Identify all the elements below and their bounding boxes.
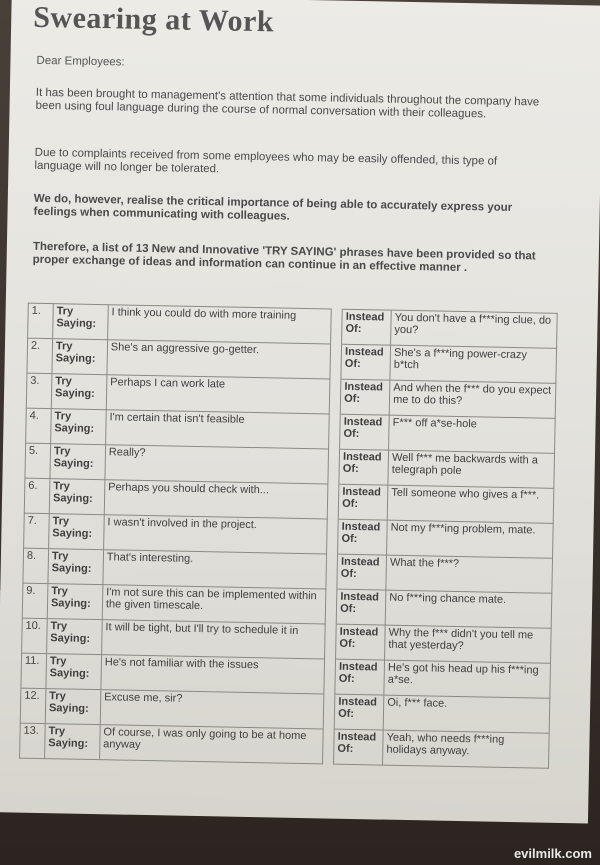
paragraph: It has been brought to management's attention that some individuals throughout the company have been using foul language during the course of normal conversation with their colleagues. xyxy=(35,86,540,121)
instead-of-label: Instead Of: xyxy=(336,624,386,660)
row-number: 13. xyxy=(20,723,46,758)
try-saying-label: Try Saying: xyxy=(51,409,107,445)
column-gap xyxy=(323,694,335,729)
try-saying-phrase: I think you could do with more training xyxy=(107,305,331,344)
column-gap xyxy=(324,659,336,694)
try-saying-phrase: Perhaps I can work late xyxy=(106,375,330,414)
try-saying-label: Try Saying: xyxy=(46,654,102,690)
instead-of-phrase: You don't have a f***ing clue, do you? xyxy=(391,310,558,348)
try-saying-label: Try Saying: xyxy=(48,549,104,585)
column-gap xyxy=(326,554,338,589)
row-number: 1. xyxy=(28,303,54,338)
instead-of-label: Instead Of: xyxy=(342,309,392,345)
row-number: 10. xyxy=(22,618,48,653)
row-number: 9. xyxy=(22,583,48,618)
try-saying-label: Try Saying: xyxy=(49,479,105,515)
paragraph: Therefore, a list of 13 New and Innovative 'TRY SAYING' phrases have been provided so that proper exchange of ideas and information can continue in an effective manner . xyxy=(32,240,536,275)
instead-of-phrase: Yeah, who needs f***ing holidays anyway. xyxy=(383,730,550,768)
column-gap xyxy=(328,449,340,484)
try-saying-label: Try Saying: xyxy=(47,619,103,655)
try-saying-label: Try Saying: xyxy=(51,374,107,410)
instead-of-label: Instead Of: xyxy=(339,449,389,485)
column-gap xyxy=(329,414,341,449)
try-saying-phrase: Perhaps you should check with... xyxy=(104,480,328,519)
memo-title: Swearing at Work xyxy=(32,0,275,39)
try-saying-phrase: She's an aggressive go-getter. xyxy=(107,340,331,379)
instead-of-phrase: No f***ing chance mate. xyxy=(385,590,552,628)
row-number: 7. xyxy=(24,513,50,548)
paragraph: We do, however, realise the critical importance of being able to accurately express your feelings when communicating with colleagues. xyxy=(33,192,513,223)
try-saying-label: Try Saying: xyxy=(52,339,108,375)
salutation: Dear Employees: xyxy=(36,54,125,69)
instead-of-label: Instead Of: xyxy=(336,589,386,625)
row-number: 2. xyxy=(27,338,53,373)
instead-of-label: Instead Of: xyxy=(340,414,390,450)
try-saying-phrase: Really? xyxy=(105,445,329,484)
instead-of-phrase: Well f*** me backwards with a telegraph pole xyxy=(388,450,555,488)
row-number: 3. xyxy=(26,373,52,408)
try-saying-phrase: Excuse me, sir? xyxy=(100,690,324,729)
column-gap xyxy=(325,624,337,659)
instead-of-phrase: He's got his head up his f***ing a*se. xyxy=(384,660,551,698)
instead-of-phrase: Oi, f*** face. xyxy=(383,695,550,733)
instead-of-phrase: F*** off a*se-hole xyxy=(389,415,556,453)
column-gap xyxy=(327,484,339,519)
column-gap xyxy=(331,309,343,344)
try-saying-phrase: That's interesting. xyxy=(103,550,327,589)
row-number: 5. xyxy=(25,443,51,478)
instead-of-phrase: Why the f*** didn't you tell me that yesterday? xyxy=(385,625,552,663)
instead-of-label: Instead Of: xyxy=(338,484,388,520)
instead-of-label: Instead Of: xyxy=(337,554,387,590)
try-saying-label: Try Saying: xyxy=(47,584,103,620)
row-number: 11. xyxy=(21,653,47,688)
try-saying-label: Try Saying: xyxy=(45,724,101,760)
try-saying-label: Try Saying: xyxy=(45,689,101,725)
column-gap xyxy=(323,729,335,764)
instead-of-label: Instead Of: xyxy=(334,729,384,765)
row-number: 8. xyxy=(23,548,49,583)
instead-of-phrase: She's a f***ing power-crazy b*tch xyxy=(390,345,557,383)
try-saying-phrase: I'm certain that isn't feasible xyxy=(105,410,329,449)
try-saying-label: Try Saying: xyxy=(49,514,105,550)
column-gap xyxy=(330,344,342,379)
try-saying-phrase: He's not familiar with the issues xyxy=(101,655,325,694)
instead-of-phrase: Not my f***ing problem, mate. xyxy=(387,520,554,558)
try-saying-phrase: I wasn't involved in the project. xyxy=(103,515,327,554)
instead-of-label: Instead Of: xyxy=(340,379,390,415)
try-saying-phrase: It will be tight, but I'll try to schedule it in xyxy=(101,620,325,659)
row-number: 12. xyxy=(20,688,46,723)
row-number: 6. xyxy=(24,478,50,513)
instead-of-phrase: Tell someone who gives a f***. xyxy=(387,485,554,523)
instead-of-label: Instead Of: xyxy=(335,659,385,695)
try-saying-phrase: Of course, I was only going to be at home anyway xyxy=(99,725,323,764)
instead-of-phrase: And when the f*** do you expect me to do this? xyxy=(389,380,556,418)
instead-of-phrase: What the f***? xyxy=(386,555,553,593)
phrases-table xyxy=(19,303,558,769)
try-saying-label: Try Saying: xyxy=(53,304,109,340)
row-number: 4. xyxy=(26,408,52,443)
instead-of-label: Instead Of: xyxy=(338,519,388,555)
try-saying-label: Try Saying: xyxy=(50,444,106,480)
instead-of-label: Instead Of: xyxy=(334,694,384,730)
column-gap xyxy=(329,379,341,414)
column-gap xyxy=(325,589,337,624)
watermark: evilmilk.com xyxy=(513,846,592,861)
paragraph: Due to complaints received from some employees who may be easily offended, this type of language will no longer be tolerated. xyxy=(34,146,498,176)
instead-of-label: Instead Of: xyxy=(341,344,391,380)
try-saying-phrase: I'm not sure this can be implemented within the given timescale. xyxy=(102,585,326,624)
column-gap xyxy=(327,519,339,554)
